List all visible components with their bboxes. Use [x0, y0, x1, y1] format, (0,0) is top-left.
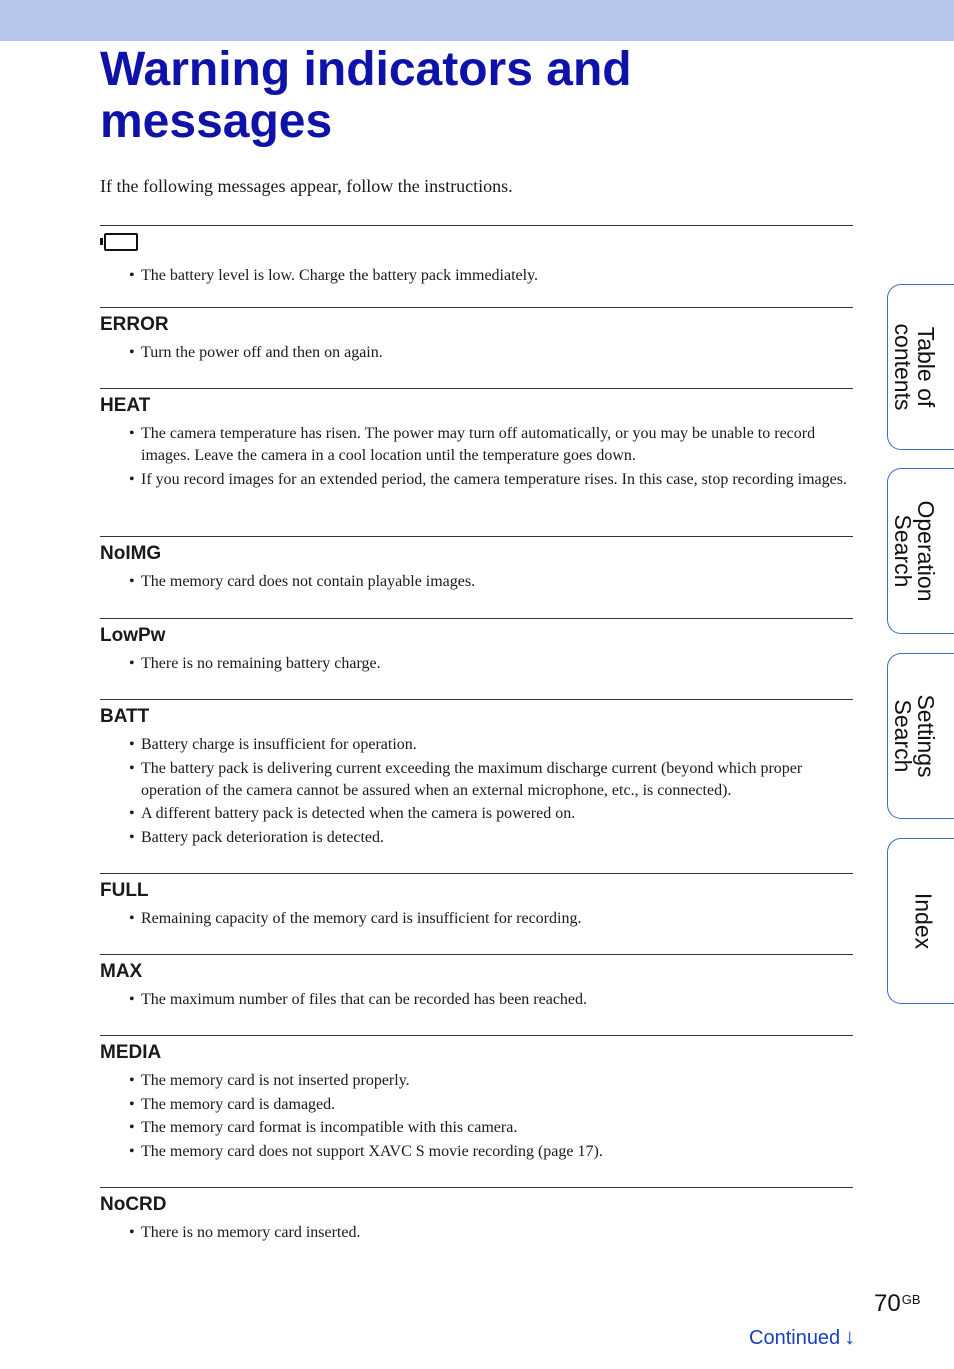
list-item: • Turn the power off and then on again.: [129, 342, 853, 364]
tab-label: Table of contents: [890, 323, 939, 411]
tab-label: Index: [910, 892, 937, 950]
warning-section-batt: [100, 699, 853, 850]
warning-section-max: [100, 954, 853, 1013]
tab-operation-search[interactable]: [887, 468, 954, 634]
section-heading: BATT: [100, 706, 150, 727]
page-title: Warning indicators and messages: [100, 43, 632, 148]
list-item: • If you record images for an extended period, the camera temperature rises. In this case, stop recording images.: [129, 469, 853, 491]
warning-section-error: [100, 307, 853, 366]
section-heading: NoIMG: [100, 543, 162, 564]
tab-index[interactable]: [887, 838, 954, 1004]
tab-label: Settings Search: [890, 694, 939, 778]
tab-table-of-contents[interactable]: [887, 284, 954, 450]
list-item: • The maximum number of files that can be recorded has been reached.: [129, 989, 853, 1011]
page-number-suffix: GB: [901, 1292, 921, 1307]
low-battery-icon: [104, 233, 138, 251]
list-item: • The camera temperature has risen. The power may turn off automatically, or you may be unable to record images. Leave the camera in a cool location until the temperature goes down.: [129, 423, 853, 467]
list-item: • The battery level is low. Charge the battery pack immediately.: [129, 265, 853, 287]
down-arrow-icon: ↓: [844, 1324, 856, 1349]
list-item: • Battery pack deterioration is detected.: [129, 827, 853, 849]
section-heading: ERROR: [100, 314, 169, 335]
header-band: [0, 0, 954, 41]
warning-section-media: [100, 1035, 853, 1164]
warning-section-heat: [100, 388, 853, 492]
list-item: • Battery charge is insufficient for operation.: [129, 734, 853, 756]
list-item: • Remaining capacity of the memory card is insufficient for recording.: [129, 908, 853, 930]
page-number-value: 70: [874, 1290, 901, 1317]
tab-settings-search[interactable]: [887, 653, 954, 819]
warning-section-full: [100, 873, 853, 932]
tab-label: Operation Search: [890, 500, 939, 602]
list-item: • The memory card format is incompatible with this camera.: [129, 1117, 853, 1139]
continued-label: Continued: [749, 1327, 841, 1349]
list-item: • There is no memory card inserted.: [129, 1222, 853, 1244]
list-item: • There is no remaining battery charge.: [129, 653, 853, 675]
section-heading: MEDIA: [100, 1042, 162, 1063]
list-item: • A different battery pack is detected when the camera is powered on.: [129, 803, 853, 825]
warning-section-lowpw: [100, 618, 853, 677]
list-item: • The memory card does not support XAVC S movie recording (page 17).: [129, 1141, 853, 1163]
section-heading: FULL: [100, 880, 149, 901]
section-heading: HEAT: [100, 395, 151, 416]
continued-link[interactable]: [749, 1324, 855, 1350]
list-item: • The memory card is not inserted properly.: [129, 1070, 853, 1092]
warning-section-low-battery: [100, 225, 853, 289]
section-heading: LowPw: [100, 625, 166, 646]
section-heading: MAX: [100, 961, 143, 982]
intro-text: If the following messages appear, follow the instructions.: [100, 176, 513, 196]
list-item: • The memory card does not contain playable images.: [129, 571, 853, 593]
list-item: • The battery pack is delivering current exceeding the maximum discharge current (beyond which proper operation of the camera cannot be assured when an external microphone, etc., is connected).: [129, 758, 853, 802]
warning-section-nocrd: [100, 1187, 853, 1246]
list-item: • The memory card is damaged.: [129, 1094, 853, 1116]
page-number: [874, 1290, 921, 1318]
warning-section-noimg: [100, 536, 853, 595]
section-heading: NoCRD: [100, 1194, 167, 1215]
